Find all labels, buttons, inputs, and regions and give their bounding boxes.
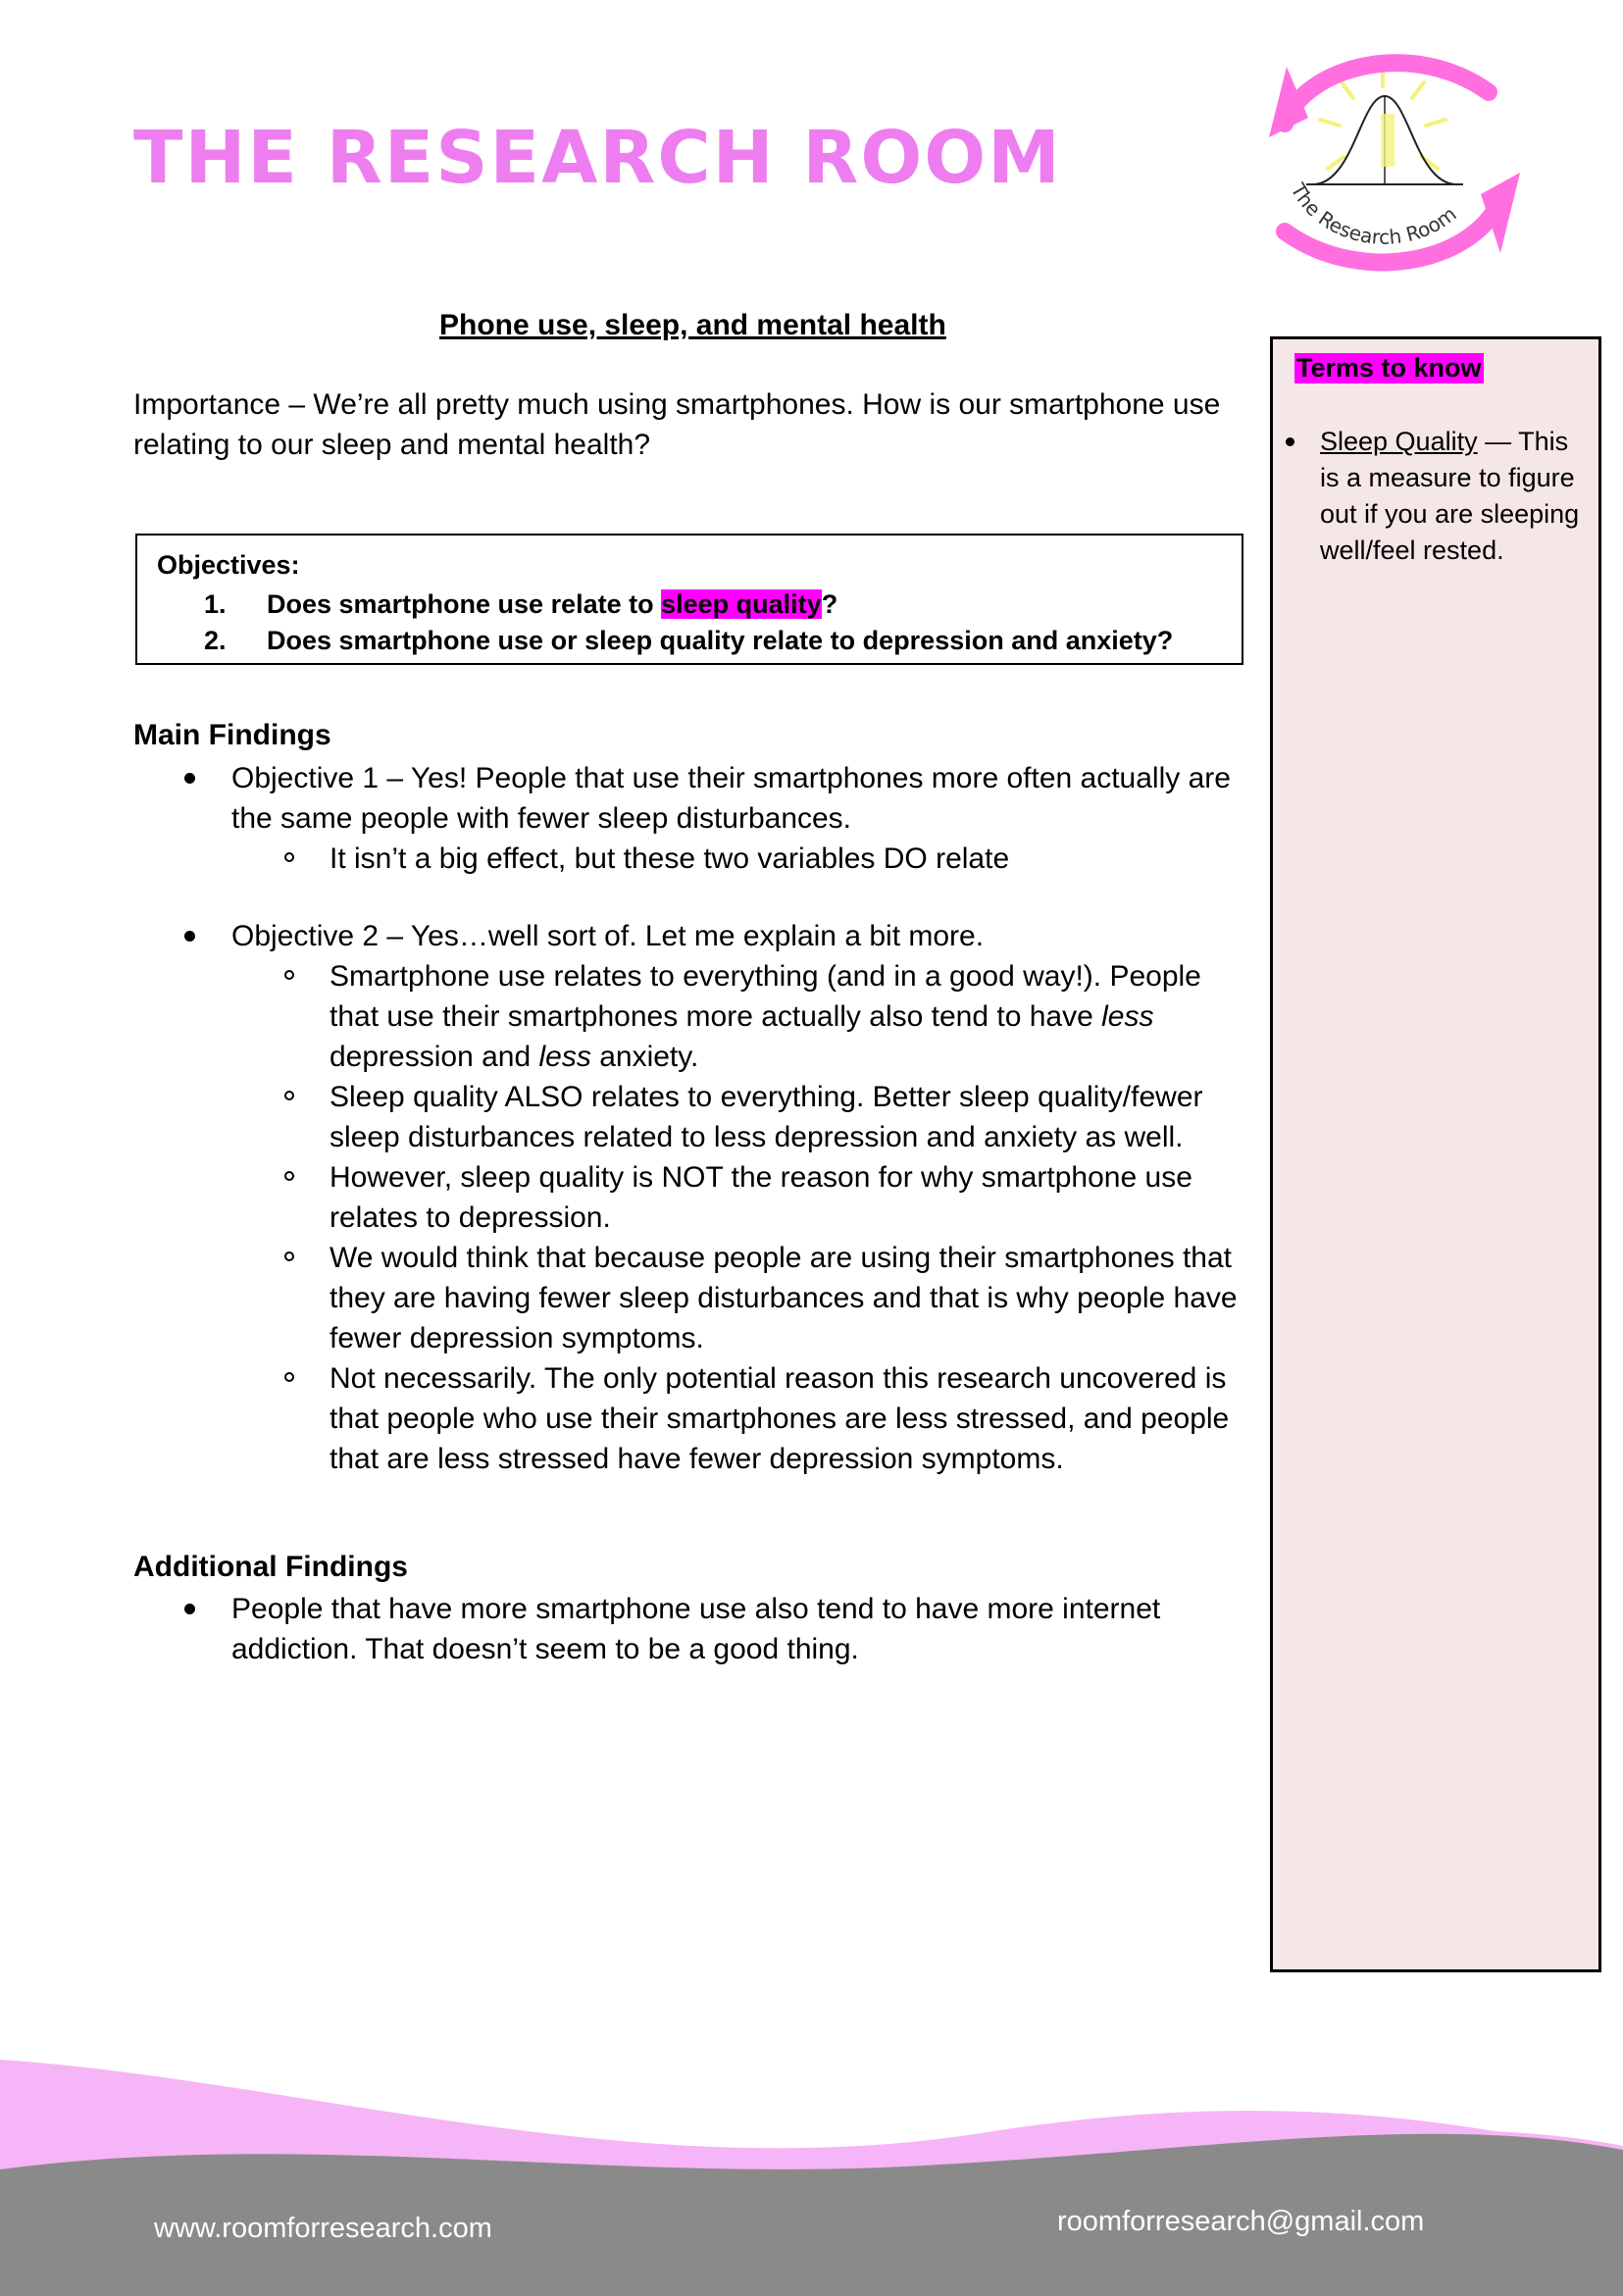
- page-title: Phone use, sleep, and mental health: [439, 309, 946, 341]
- sub-bullet-icon: [284, 1372, 294, 1382]
- objective-text: Does smartphone use relate to: [267, 589, 662, 619]
- term-item: [1320, 424, 1585, 569]
- sub-list-item: We would think that because people are using their smartphones that they are having fewer sleep disturbances and that is why people have fewer depression symptoms.: [133, 1238, 1242, 1358]
- sub-bullet-icon: [284, 1171, 294, 1181]
- footer-email-link[interactable]: roomforresearch@gmail.com: [1057, 2206, 1425, 2237]
- objectives-heading: Objectives:: [157, 550, 300, 580]
- objective-number: 2.: [204, 626, 227, 655]
- term-definition: — This is a measure to figure out if you are sleeping well/feel rested.: [1320, 427, 1580, 565]
- list-item: Objective 1 – Yes! People that use their smartphones more often actually are the same people with fewer sleep disturbances.: [133, 758, 1242, 839]
- research-room-logo: [1245, 47, 1540, 282]
- main-findings-heading: Main Findings: [133, 719, 331, 751]
- sub-bullet-icon: [284, 852, 294, 862]
- sub-bullet-icon: [284, 970, 294, 980]
- importance-paragraph: Importance – We’re all pretty much using smartphones. How is our smartphone use relating to our sleep and mental health?: [133, 388, 1221, 461]
- objective-item: 1. Does smartphone use relate to sleep quality?: [157, 587, 1222, 623]
- terms-sidebar: [1270, 336, 1601, 1972]
- objective-item: [157, 623, 1222, 659]
- objective-text: Does smartphone use or sleep quality relate to depression and anxiety?: [267, 626, 1174, 655]
- sub-list-item: It isn’t a big effect, but these two variables DO relate: [133, 839, 1242, 879]
- objectives-list: [157, 587, 1222, 659]
- highlighted-term: sleep quality: [661, 589, 822, 619]
- logo-text: The Research Room: [1286, 179, 1461, 249]
- sub-bullet-icon: [284, 1251, 294, 1261]
- bullet-icon: [184, 931, 195, 942]
- list-item: Objective 2 – Yes…well sort of. Let me explain a bit more.: [133, 916, 1242, 956]
- sidebar-title: Terms to know: [1296, 353, 1482, 383]
- footer-website-link[interactable]: www.roomforresearch.com: [154, 2213, 492, 2244]
- main-findings-list: [133, 758, 1242, 1479]
- bullet-icon: [1286, 437, 1294, 446]
- list-item: People that have more smartphone use also tend to have more internet addiction. That doesn’t seem to be a good thing.: [133, 1589, 1242, 1669]
- footer: [0, 2040, 1623, 2296]
- footer-wave: [0, 2040, 1623, 2296]
- additional-findings-heading: Additional Findings: [133, 1551, 408, 1583]
- bullet-icon: [184, 1604, 195, 1614]
- additional-findings-list: [133, 1589, 1242, 1669]
- sub-list-item: Sleep quality ALSO relates to everything. Better sleep quality/fewer sleep disturbances related to less depression and anxiety as well.: [133, 1077, 1242, 1157]
- term-name: Sleep Quality: [1320, 427, 1478, 456]
- brand-title: THE RESEARCH ROOM: [133, 116, 1062, 200]
- sub-bullet-icon: [284, 1091, 294, 1100]
- sub-list-item: However, sleep quality is NOT the reason for why smartphone use relates to depression.: [133, 1157, 1242, 1238]
- sub-list-item: Not necessarily. The only potential reason this research uncovered is that people who use their smartphones are less stressed, and people that are less stressed have fewer depression symptoms.: [133, 1358, 1242, 1479]
- objective-number: 1.: [204, 589, 227, 619]
- bullet-icon: [184, 773, 195, 784]
- sub-list-item: Smartphone use relates to everything (and in a good way!). People that use their smartphones more actually also tend to have less depression and less anxiety.: [133, 956, 1242, 1077]
- objectives-box: [135, 534, 1243, 665]
